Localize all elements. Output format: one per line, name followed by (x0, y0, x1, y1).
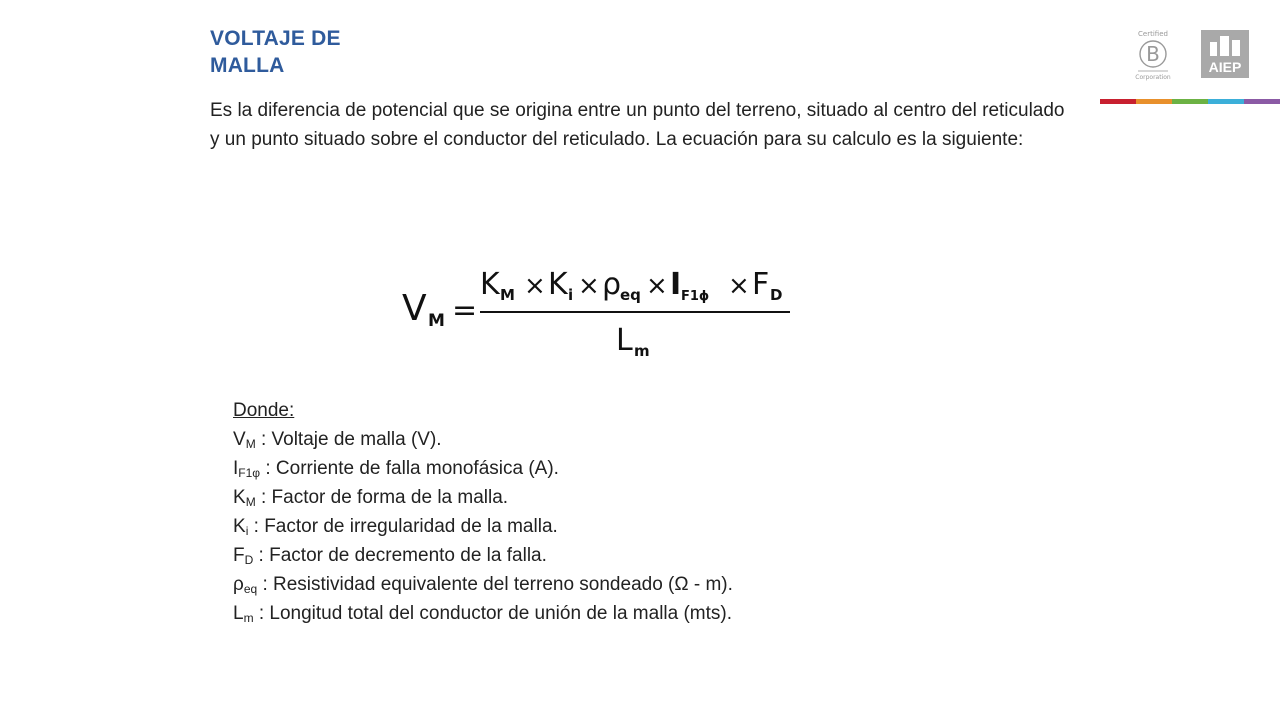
eq-num-km-sub: M (500, 286, 515, 304)
definition-item: $V_M$ : Voltaje de malla (V). (233, 429, 442, 451)
b-corp-letter: B (1146, 42, 1160, 66)
brand-stripe-purple (1244, 99, 1280, 104)
b-corp-top-text: Certified (1138, 30, 1168, 38)
brand-stripe-green (1172, 99, 1208, 104)
eq-times-3: × (646, 271, 668, 301)
eq-times-2: × (578, 271, 600, 301)
definition-item: $\rho_{eq}$ : Resistividad equivalente del terreno sondeado (Ω - m). (233, 574, 733, 596)
eq-num-i: I (670, 267, 682, 302)
eq-lhs-v: V (402, 288, 427, 329)
eq-num-km: K (480, 267, 500, 302)
page-title (210, 25, 450, 79)
definition-item: $K_M$ : Factor de forma de la malla. (233, 487, 509, 509)
definition-item: $F_D$ : Factor de decremento de la falla. (233, 545, 547, 567)
brand-stripe-orange (1136, 99, 1172, 104)
title-line-2: MALLA (210, 54, 285, 77)
eq-num-ki: K (548, 267, 568, 302)
intro-paragraph: Es la diferencia de potencial que se origina entre un punto del terreno, situado al centro del reticulado y un punto situado sobre el conductor del reticulado. La ecuación para su calculo es la siguiente: (210, 100, 1065, 150)
definition-item: $L_m$ : Longitud total del conductor de unión de la malla (mts). (233, 603, 733, 625)
eq-num-ki-sub: i (568, 286, 574, 304)
eq-den-l: L (616, 323, 633, 358)
brand-stripe-blue (1208, 99, 1244, 104)
eq-num-rho-sub: eq (620, 286, 641, 304)
eq-num-f-sub: D (770, 286, 783, 304)
aiep-building-icon (1210, 42, 1217, 56)
eq-num-f: F (752, 267, 770, 302)
eq-equals: = (452, 293, 478, 328)
eq-times-4: × (728, 271, 750, 301)
eq-num-rho: ρ (602, 267, 622, 302)
definition-item: $I_{F1\varphi}$ : Corriente de falla monofásica (A). (233, 458, 559, 480)
eq-num-i-sub: F1ϕ (681, 289, 710, 304)
b-corp-bottom-text: Corporation (1135, 74, 1171, 81)
eq-times-1: × (524, 271, 546, 301)
b-corp-logo (1131, 28, 1175, 82)
brand-stripe-red (1100, 99, 1136, 104)
aiep-logo (1201, 30, 1249, 78)
definitions-list (233, 396, 1053, 628)
voltage-equation (402, 262, 802, 362)
eq-den-sub: m (634, 342, 650, 360)
title-line-1: VOLTAJE DE (210, 27, 341, 50)
definitions-heading: Donde: (233, 400, 295, 421)
definition-item: $K_i$ : Factor de irregularidad de la malla. (233, 516, 558, 538)
aiep-text: AIEP (1208, 59, 1242, 75)
eq-lhs-sub: M (428, 311, 445, 331)
